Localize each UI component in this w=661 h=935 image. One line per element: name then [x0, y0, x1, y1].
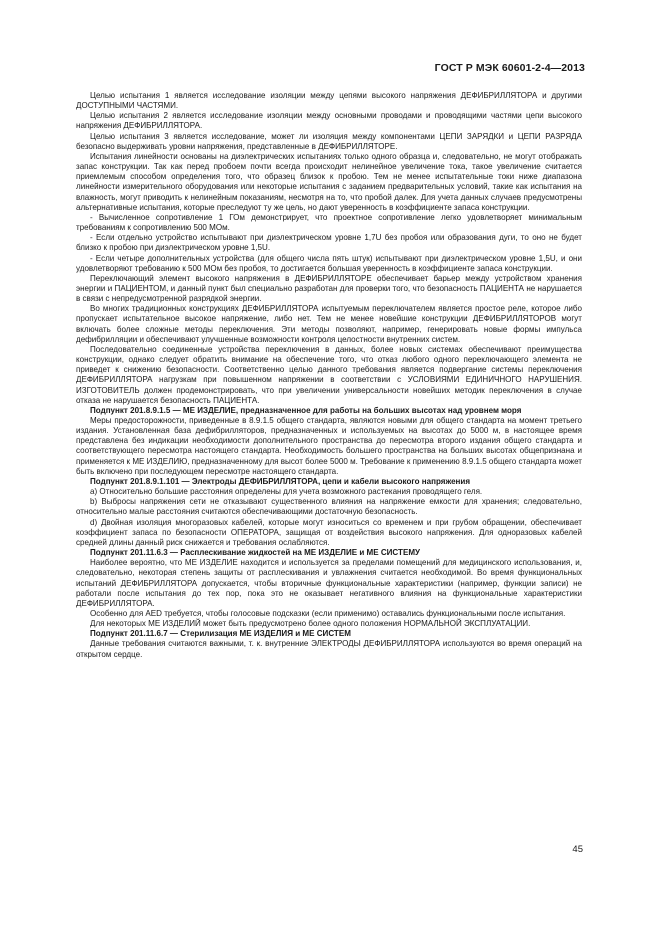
standard-header: ГОСТ Р МЭК 60601-2-4—2013 — [434, 62, 585, 74]
page-number: 45 — [572, 844, 583, 855]
paragraph: Последовательно соединенные устройства переключения в данных, более новых системах обеспечивают преимущества конструкции, однако следует обратить внимание на обеспечение того, что отказ любого одного переключающего элемента не приведет к снижению безопасности. Соответственно целью данного требования является подвергание системы переключения ДЕФИБРИЛЛЯТОРА нагрузкам при повышенном напряжении в соответствии с УСЛОВИЯМИ ЕДИНИЧНОГО НАРУШЕНИЯ. ИЗГОТОВИТЕЛЬ должен продемонстрировать, что при увеличении универсальности новейших методик переключения в случае отказа не нарушается безопасность ПАЦИЕНТА. — [76, 344, 582, 405]
paragraph: Испытания линейности основаны на диэлектрических испытаниях только одного образца и, следовательно, не могут отображать запас конструкции. Так как перед пробоем почти всегда происходит нелинейное увеличение тока, такое увеличение считается приемлемым способом определения того, что образец близок к пробою. Тем не менее испытательные токи ниже диапазона линейности измерительного оборудования или некоторые испытания с заданием предварительных условий, такие как испытания на влажность, могут приводить к нелинейным показаниям, несмотря на то, что пробой далек. Для учета данных случаев предусмотрены альтернативные испытания, которые преследуют ту же цель, но дают уверенность в коэффициенте запаса конструкции. — [76, 151, 582, 212]
paragraph: - Вычисленное сопротивление 1 ГОм демонстрирует, что проектное сопротивление легко удовлетворяет минимальным требованиям к сопротивлению 500 МОм. — [76, 212, 582, 233]
paragraph: Для некоторых МЕ ИЗДЕЛИЙ может быть предусмотрено более одного положения НОРМАЛЬНОЙ ЭКСПЛУАТАЦИИ. — [90, 619, 531, 629]
subclause-heading: Подпункт 201.11.6.7 — Стерилизация МЕ ИЗДЕЛИЯ и МЕ СИСТЕМ — [90, 629, 351, 639]
paragraph: Целью испытания 3 является исследование, может ли изоляция между компонентами ЦЕПИ ЗАРЯДКИ и ЦЕПИ РАЗРЯДА безопасно выдерживать уровни напряжения, представленные в ДЕФИБРИЛЛЯТОРЕ. — [76, 131, 582, 151]
paragraph: Во многих традиционных конструкциях ДЕФИБРИЛЛЯТОРА испытуемым переключателем является простое реле, которое либо пропускает испытательное высокое напряжение, либо нет. Тем не менее новейшие конструкции ДЕФИБРИЛЛЯТОРОВ могут включать более сложные методы переключения. Эти методы позволяют, например, генерировать новые формы импульса дефибрилляции и обеспечивают улучшенные возможности контроля целостности внутренних систем. — [76, 304, 582, 344]
paragraph: Наиболее вероятно, что МЕ ИЗДЕЛИЕ находится и используется за пределами помещений для медицинского использования, и, следовательно, некоторая степень защиты от расплескивания и увлажнения считается необходимой. Во время функциональных испытаний ДЕФИБРИЛЛЯТОРА допускается, чтобы вторичные функциональные характеристики (например, функции записи) не работали после испытания до тех пор, пока это не оказывает негативного влияния на функциональные характеристики ДЕФИБРИЛЛЯТОРА. — [76, 558, 582, 608]
paragraph: Данные требования считаются важными, т. к. внутренние ЭЛЕКТРОДЫ ДЕФИБРИЛЛЯТОРА используются во время операций на открытом сердце. — [76, 639, 582, 659]
paragraph: Особенно для AED требуется, чтобы голосовые подсказки (если применимо) оставались функциональными после испытания. — [90, 608, 566, 618]
paragraph: - Если четыре дополнительных устройства (для общего числа пять штук) испытывают при диэлектрическом уровне 1,5U, и они удовлетворяют требованию к 500 МОм без пробоя, то достигается большая уверенность в коэффициенте запаса конструкции. — [76, 253, 582, 273]
paragraph: Переключающий элемент высокого напряжения в ДЕФИБРИЛЛЯТОРЕ обеспечивает барьер между устройством хранения энергии и ПАЦИЕНТОМ, и данный пункт был специально разработан для проверки того, что безопасность ПАЦИЕНТА не нарушается в связи с непредусмотренной разрядкой энергии. — [76, 273, 582, 304]
paragraph: Целью испытания 2 является исследование изоляции между основными проводами и проводящими частями цепи высокого напряжения ДЕФИБРИЛЛЯТОРА. — [76, 111, 582, 131]
paragraph: Целью испытания 1 является исследование изоляции между цепями высокого напряжения ДЕФИБРИЛЛЯТОРА и другими ДОСТУПНЫМИ ЧАСТЯМИ. — [76, 91, 582, 111]
paragraph: a) Относительно большие расстояния определены для учета возможного растекания проводящего геля. — [90, 487, 483, 497]
paragraph: Меры предосторожности, приведенные в 8.9.1.5 общего стандарта, являются новыми для общего стандарта на момент третьего издания. Установленная база дефибрилляторов, предназначенных и используемых на высотах до 5000 м, в настоящее время представлена без индикации необходимости дополнительного пространства до пересмотра второго издания общего стандарта и соответствующего пересмотра настоящего стандарта. Необходимость большего пространства на больших высотах общепризнана и применяется к МЕ ИЗДЕЛИЮ, предназначенному для высот более 5000 м. Требование к применению 8.9.1.5 общего стандарта может быть включено при последующем пересмотре настоящего стандарта. — [76, 416, 582, 476]
body-text — [76, 91, 582, 660]
paragraph: d) Двойная изоляция многоразовых кабелей, которые могут износиться со временем и при грубом обращении, обеспечивает коэффициент запаса по безопасности ОПЕРАТОРА, защищая от воздействия высокого напряжения. Для одноразовых кабелей средней длины данный риск снижается и требования ослабляются. — [76, 517, 582, 547]
subclause-heading: Подпункт 201.8.9.1.101 — Электроды ДЕФИБРИЛЛЯТОРА, цепи и кабели высокого напряжения — [90, 476, 471, 486]
paragraph: b) Выбросы напряжения сети не отказывают существенного влияния на напряжение емкости для хранения; следовательно, относительно малые расстояния считаются обеспечивающими достаточную безопасность. — [76, 497, 582, 517]
subclause-heading: Подпункт 201.11.6.3 — Расплескивание жидкостей на МЕ ИЗДЕЛИЕ и МЕ СИСТЕМУ — [90, 548, 421, 558]
subclause-heading: Подпункт 201.8.9.1.5 — МЕ ИЗДЕЛИЕ, предназначенное для работы на больших высотах над уровнем моря — [90, 405, 522, 415]
paragraph: - Если отдельно устройство испытывают при диэлектрическом уровне 1,7U без пробоя или образования дуги, то оно не будет близко к пробою при диэлектрическом уровне 1,5U. — [76, 233, 582, 253]
